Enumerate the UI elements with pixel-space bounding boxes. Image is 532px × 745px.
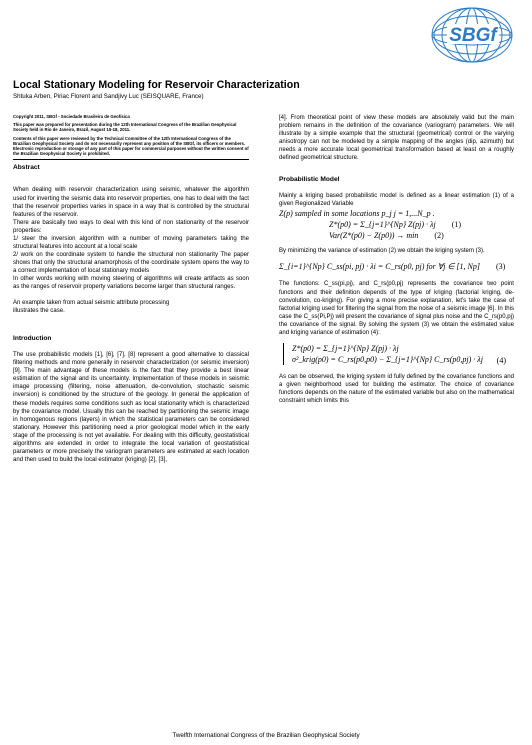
body-paragraph: [4]. From theoretical point of view these models are absolutely valid but the main problem remains in the definition of the covariance (variogram) parameters. We will illustrate by a simple example that the structural (geometrical) control or the varying anisotropy can not be modeled by a simple mapping of the angles (dip, azimuth) but needs a more accurate local geometrical transformation based at least on a roughly defined geometrical structure.	[279, 115, 514, 162]
body-paragraph: The functions: C_ss(pi,pj), and C_rs(p0,pj) represents the covariance two point functions and their definition depends of the type of kriging (factorial kriging, de-convolution, co-kriging). For giving a more precise explanation, let's take the case of factorial kriging used for filtering the signal from the noise of a seismic image [6]. In this case the C_ss(Pi,Pj) will present the covariance of signal plus noise and the C_rs(p0,pj) the covariance of the signal. By solving the system (3) we obtain the estimated value and kriging variance of estimation (4):	[279, 281, 514, 336]
equation-1-expr: Z*(p0) = Σ_{j=1}^{Np} Z(pj) · λj	[329, 220, 436, 230]
introduction-heading: Introduction	[13, 335, 52, 343]
body-paragraph: By minimizing the variance of estimation (2) we obtain the kriging system (3).	[279, 248, 485, 255]
paper-title: Local Stationary Modeling for Reservoir Characterization	[13, 79, 300, 91]
sampling-definition: Z(p) sampled in some locations p_j j = 1,...N_p .	[279, 209, 435, 219]
equation-4-system	[283, 343, 514, 365]
front-matter	[13, 114, 249, 156]
page-footer: Twelfth International Congress of the Brazilian Geophysical Society	[172, 732, 360, 739]
equation-1-number: (1)	[451, 220, 462, 230]
equation-4-line-2: σ²_krig(p0) = C_rs(p0,p0) − Σ_{j=1}^{Np} C_rs(p0,pj) · λj	[292, 354, 483, 364]
contents-note: Contents of this paper were reviewed by the Technical Committee of the 12th International Congress of the Brazilian Geophysical Society and do not necessarily represent any position of the SBGf, its officers or members. Electronic reproduction or storage of any part of this paper for commercial purposes without the written consent of the Brazilian Geophysical Society is prohibited.	[13, 135, 249, 157]
sbgf-logo	[417, 4, 517, 66]
paper-authors: Shtuka Arben, Piriac Florent and Sandjivy Luc (SEISQUARE, France)	[13, 93, 204, 100]
probabilistic-model-heading: Probabilistic Model	[279, 176, 340, 184]
logo-text: SBGf	[449, 25, 497, 46]
abstract-paragraph: 1/ steer the inversion algorithm with a number of moving parameters taking the structural features into account at a local scale	[13, 235, 249, 250]
equation-3	[279, 261, 514, 272]
prepared-note: This paper was prepared for presentation during the 12th International Congress of the Brazilian Geophysical Society held in Rio de Janeiro, Brazil, August 15-18, 2011.	[13, 122, 237, 133]
equation-2	[279, 230, 514, 241]
abstract-paragraph: There are basically two ways to deal with this kind of non stationarity of the reservoir properties:	[13, 219, 249, 234]
equation-2-expr: Var(Z*(p0) − Z(p0)) → min	[329, 231, 419, 241]
equation-3-expr: Σ_{i=1}^{Np} C_ss(pi, pj) · λi = C_rs(p0, pj) for ∀j ∈ [1, Np]	[279, 262, 480, 272]
front-matter-rule	[13, 159, 249, 160]
body-paragraph: Mainly a kriging based probabilistic model is defined as a linear estimation (1) of a given Regionalized Variable	[279, 193, 514, 208]
equation-4-line-1: Z*(p0) = Σ_{j=1}^{Np} Z(pj) · λj	[292, 343, 399, 353]
abstract-paragraph: 2/ work on the coordinate system to handle the structural non stationarity The paper shows that only the structural anamorphosis of the coordinate system opens the way to a correct implementation of local stationary models	[13, 251, 249, 274]
abstract-paragraph: When dealing with reservoir characterization using seismic, whatever the algorithm used for inverting the seismic data into reservoir properties, one has to deal with the fact that the reservoir properties varies in space in a way that is controlled by the structural features of the reservoir.	[13, 187, 249, 218]
abstract-paragraph: In other words working with moving steering of algorithms will create artifacts as soon as the ranges of reservoir property variations become larger than structural ranges.	[13, 275, 249, 291]
introduction-paragraph: The use probabilistic models [1], [6], [7], [8] represent a good alternative to classical filtering methods and more generally in reservoir characterization (or seismic inversion) [9]. The main advantage of these models is the fact that they provide a best linear estimation of the signal and its uncertainty. Implementation of these models in seismic image processing (filtering, noise attenuation, de-convolution, stochastic seismic inversion) is conditioned by the structure of the geology. In general the application of these models requires some conditions such as local stationarity which is characterized by the covariance model. Usually this can be reached by partitioning the seismic image in homogenous regions (layers) in which the statistical parameters can be considered stationary. However this partitioning need a prior geological model which in the early stage of the processing is not yet available. For dealing with this difficulty, geostatistical algorithms are extended in order to integrate the local variation of geostatistical parameters or more precisely the variogram parameters are estimated at each location and then used to build the local estimator (kriging) [2], [3],	[13, 352, 249, 463]
right-column	[279, 114, 514, 405]
equation-3-number: (3)	[495, 262, 506, 272]
body-paragraph: As can be observed, the kriging system id fully defined by the covariance functions and a given neighborhood used for building the estimator. The choice of covariance functions depends on the nature of the estimated variable but also on the mathematical constraint which limits this	[279, 373, 514, 404]
copyright-line: Copyright 2011, SBGf - Sociedade Brasileira de Geofísica	[13, 114, 130, 119]
equation-2-number: (2)	[434, 231, 444, 241]
abstract-paragraph: An example taken from actual seismic attribute processing illustrates the case.	[13, 300, 170, 315]
equation-1	[279, 219, 514, 230]
abstract-heading: Abstract	[13, 164, 40, 172]
equation-4-number: (4)	[496, 355, 506, 365]
left-column	[13, 114, 249, 464]
